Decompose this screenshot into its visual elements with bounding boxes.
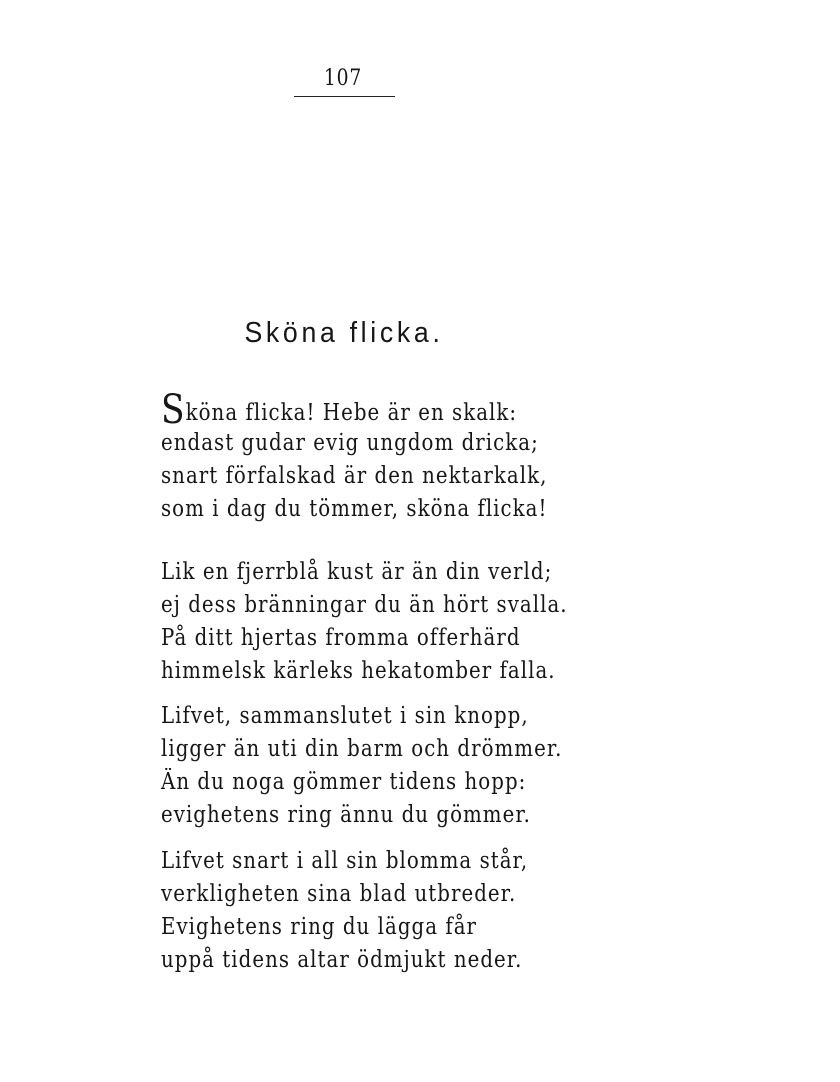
verse-line-3-2: ligger än uti din barm och drömmer. — [161, 736, 563, 762]
verse-line-4-2: verkligheten sina blad utbreder. — [161, 881, 517, 907]
verse-line-4-3: Evighetens ring du lägga får — [161, 914, 478, 940]
first-line-rest: köna flicka! Hebe är en skalk: — [185, 400, 518, 426]
verse-line-2-1: Lik en fjerrblå kust är än din verld; — [161, 559, 553, 585]
verse-line-2-4: himmelsk kärleks hekatomber falla. — [161, 658, 556, 684]
stanza-4 — [161, 845, 801, 977]
verse-line-3-4: evighetens ring ännu du gömmer. — [161, 802, 531, 828]
stanza-1 — [161, 387, 801, 526]
verse-line-3-3: Än du noga gömmer tidens hopp: — [161, 769, 527, 795]
verse-line-3-1: Lifvet, sammanslutet i sin knopp, — [161, 703, 529, 729]
header-rule — [294, 96, 395, 97]
verse-line-1-4: som i dag du tömmer, sköna flicka! — [161, 496, 548, 522]
poem-title: Sköna flicka. — [244, 317, 444, 349]
verse-line-2-2: ej dess bränningar du än hört svalla. — [161, 592, 568, 618]
verse-line-1-1 — [161, 387, 711, 433]
verse-line-4-4: uppå tidens altar ödmjukt neder. — [161, 947, 523, 973]
verse-line-1-2: endast gudar evig ungdom dricka; — [161, 430, 539, 456]
verse-line-2-3: På ditt hjertas fromma offerhärd — [161, 625, 521, 651]
verse-line-4-1: Lifvet snart i all sin blomma står, — [161, 848, 529, 874]
page-number: 107 — [323, 66, 363, 91]
verse-line-1-3: snart förfalskad är den nektarkalk, — [161, 463, 548, 489]
drop-cap: S — [161, 387, 186, 433]
stanza-2 — [161, 556, 801, 688]
stanza-3 — [161, 700, 801, 832]
